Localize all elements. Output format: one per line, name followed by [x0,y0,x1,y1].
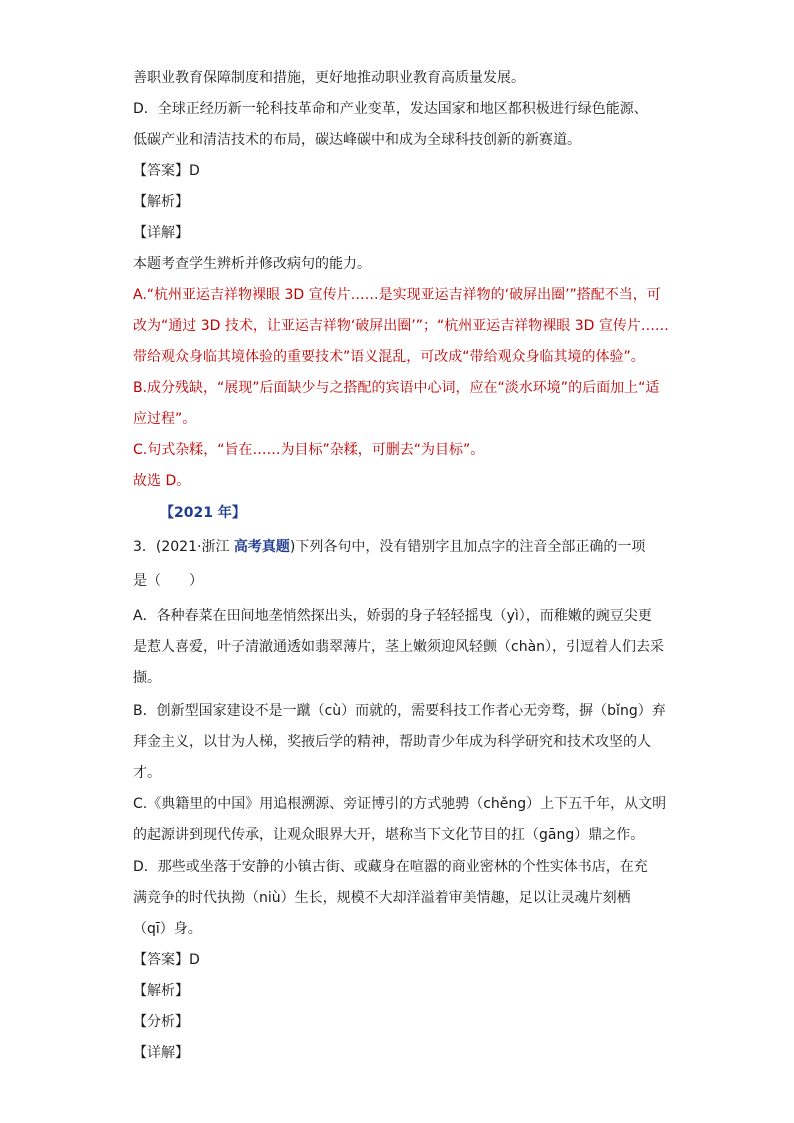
detail-label: 【详解】 [133,225,189,241]
option-c: C.《典籍里的中国》用追根溯源、旁证博引的方式驰骋（chěng）上下五千年，从文明 [133,796,667,812]
option-b: B．创新型国家建设不是一蹴（cù）而就的，需要科技工作者心无旁骛，摒（bǐng）弃 [133,703,666,719]
question-stem: 是（ ） [133,573,203,589]
option-d: D．那些或坐落于安静的小镇古街、或藏身在喧嚣的商业密林的个性实体书店，在充 [133,859,648,875]
question-number: 3．(2021·浙江 [133,539,230,555]
explanation-intro: 本题考查学生辨析并修改病句的能力。 [133,256,371,272]
question-source: 高考真题 [233,539,290,555]
explanation-c: C.句式杂糅，“旨在……为目标”杂糅，可删去“为目标”。 [133,442,485,458]
option-a: 撷。 [133,670,161,686]
explanation-a: 改为“通过 3D 技术，让亚运吉祥物‘破屏出圈’”；“杭州亚运吉祥物裸眼 3D 宣传片…… [133,318,669,334]
option-a: 是惹人喜爱，叶子清澈通透如翡翠薄片，茎上嫩须迎风轻颤（chàn），引逗着人们去采 [133,639,665,655]
year-heading: 【2021 年】 [160,505,246,521]
option-b: 拜金主义，以甘为人梯，奖掖后学的精神，帮助青少年成为科学研究和技术攻坚的人 [133,734,651,750]
explanation-a: 带给观众身临其境体验的重要技术”语义混乱，可改成“带给观众身临其境的体验”。 [133,349,645,365]
analysis-sub-label: 【分析】 [133,1014,189,1030]
option-a: A．各种春菜在田间地垄悄然探出头，娇弱的身子轻轻摇曳（yì），而稚嫩的豌豆尖更 [133,608,652,624]
option-b: 才。 [133,765,161,781]
paragraph-line: 善职业教育保障制度和措施，更好地推动职业教育高质量发展。 [133,70,525,86]
explanation-a: A.“杭州亚运吉祥物裸眼 3D 宣传片……是实现亚运吉祥物的‘破屏出圈’”搭配不当，可 [133,287,661,303]
explanation-b: B.成分残缺，“展现”后面缺少与之搭配的宾语中心词，应在“淡水环境”的后面加上“适 [133,380,660,396]
answer-label: 【答案】D [133,952,200,968]
option-d: 满竞争的时代执拗（niù）生长，规模不大却洋溢着审美情趣，足以让灵魂片刻栖 [133,890,631,906]
question-text: )下列各句中，没有错别字且加点字的注音全部正确的一项 [289,539,646,555]
explanation-b: 应过程”。 [133,411,197,427]
analysis-label: 【解析】 [133,983,189,999]
answer-label: 【答案】D [133,163,200,179]
option-d: （qī）身。 [133,921,202,937]
detail-label: 【详解】 [133,1045,189,1061]
option-d-line: D．全球正经历新一轮科技革命和产业变革，发达国家和地区都积极进行绿色能源、 [133,101,648,117]
analysis-label: 【解析】 [133,194,189,210]
conclusion: 故选 D。 [133,473,191,489]
question-stem [133,537,693,557]
option-c: 的起源讲到现代传承，让观众眼界大开，堪称当下文化节目的扛（gāng）鼎之作。 [133,827,645,843]
option-d-line: 低碳产业和清洁技术的布局，碳达峰碳中和成为全球科技创新的新赛道。 [133,132,581,148]
